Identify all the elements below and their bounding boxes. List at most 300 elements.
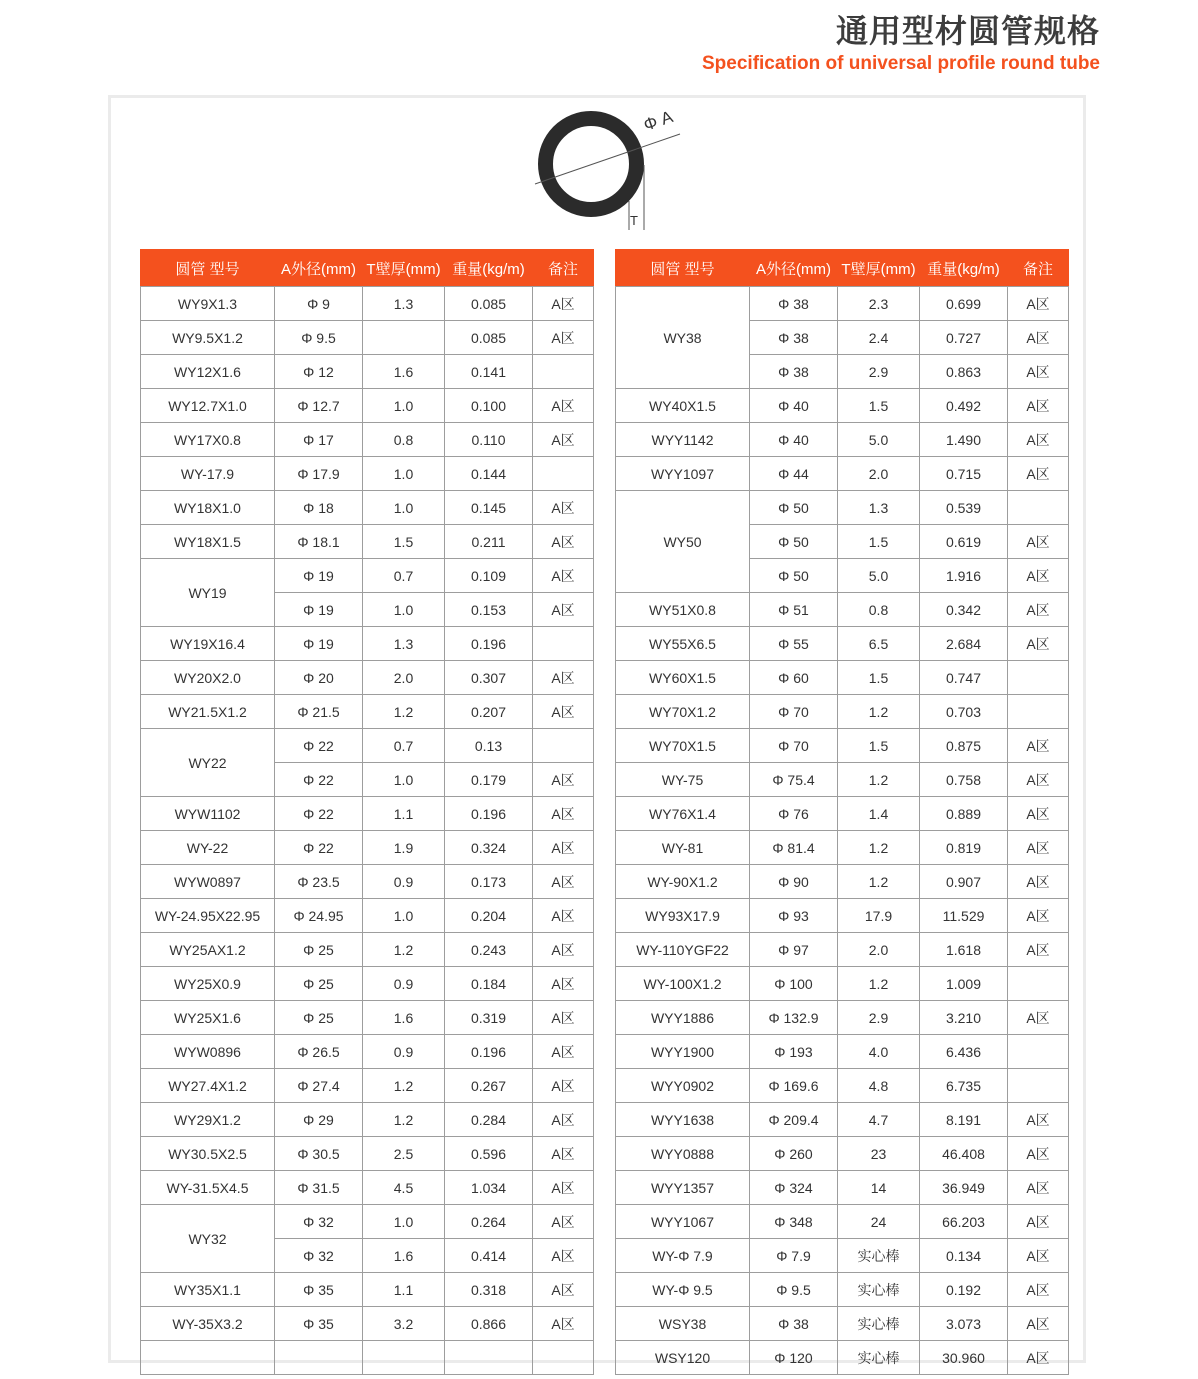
column-header: 备注: [533, 250, 594, 287]
weight-cell: 0.747: [920, 661, 1008, 695]
model-cell: WY51X0.8: [616, 593, 750, 627]
remark-cell: A区: [1008, 355, 1069, 389]
outer-diameter-cell: Φ 29: [275, 1103, 363, 1137]
weight-cell: 1.490: [920, 423, 1008, 457]
outer-diameter-cell: Φ 51: [750, 593, 838, 627]
table-row: [141, 865, 594, 899]
outer-diameter-cell: Φ 90: [750, 865, 838, 899]
remark-cell: A区: [533, 865, 594, 899]
weight-cell: 11.529: [920, 899, 1008, 933]
wall-thickness-cell: [363, 1341, 445, 1375]
table-row: [141, 695, 594, 729]
wall-thickness-cell: 1.6: [363, 1239, 445, 1273]
weight-cell: 0.727: [920, 321, 1008, 355]
outer-diameter-cell: Φ 9.5: [750, 1273, 838, 1307]
remark-cell: A区: [533, 695, 594, 729]
remark-cell: A区: [1008, 1001, 1069, 1035]
outer-diameter-cell: Φ 17: [275, 423, 363, 457]
wall-thickness-cell: 1.1: [363, 1273, 445, 1307]
weight-cell: 0.907: [920, 865, 1008, 899]
table-row: [141, 1069, 594, 1103]
outer-diameter-cell: Φ 348: [750, 1205, 838, 1239]
outer-diameter-cell: Φ 100: [750, 967, 838, 1001]
remark-cell: A区: [533, 321, 594, 355]
outer-diameter-cell: Φ 50: [750, 559, 838, 593]
table-row: [141, 661, 594, 695]
table-row: [616, 1307, 1069, 1341]
model-cell: WY-100X1.2: [616, 967, 750, 1001]
weight-cell: 6.735: [920, 1069, 1008, 1103]
weight-cell: 0.173: [445, 865, 533, 899]
table-row: [141, 559, 594, 593]
remark-cell: [533, 1341, 594, 1375]
wall-thickness-cell: 1.0: [363, 899, 445, 933]
model-cell: WY20X2.0: [141, 661, 275, 695]
table-row: [141, 899, 594, 933]
weight-cell: 0.284: [445, 1103, 533, 1137]
outer-diameter-cell: Φ 169.6: [750, 1069, 838, 1103]
header-row: [141, 250, 594, 287]
outer-diameter-cell: Φ 21.5: [275, 695, 363, 729]
wall-thickness-cell: 0.9: [363, 1035, 445, 1069]
weight-cell: 0.192: [920, 1273, 1008, 1307]
model-cell: WY50: [616, 491, 750, 593]
remark-cell: A区: [1008, 831, 1069, 865]
model-cell: WY32: [141, 1205, 275, 1273]
model-cell: WY-110YGF22: [616, 933, 750, 967]
outer-diameter-cell: Φ 22: [275, 763, 363, 797]
weight-cell: 0.758: [920, 763, 1008, 797]
wall-thickness-cell: 0.7: [363, 729, 445, 763]
page-title-block: [702, 12, 1100, 75]
wall-thickness-cell: 1.3: [838, 491, 920, 525]
remark-cell: [533, 729, 594, 763]
remark-cell: A区: [1008, 321, 1069, 355]
model-cell: WY12X1.6: [141, 355, 275, 389]
outer-diameter-cell: [275, 1341, 363, 1375]
model-cell: WSY120: [616, 1341, 750, 1375]
wall-thickness-cell: 1.0: [363, 1205, 445, 1239]
outer-diameter-cell: Φ 324: [750, 1171, 838, 1205]
wall-thickness-cell: 1.2: [838, 695, 920, 729]
wall-thickness-cell: 0.9: [363, 865, 445, 899]
table-row: [141, 423, 594, 457]
wall-thickness-cell: 2.0: [838, 933, 920, 967]
outer-diameter-cell: Φ 38: [750, 321, 838, 355]
model-cell: WY25X1.6: [141, 1001, 275, 1035]
column-header: A外径(mm): [750, 250, 838, 287]
weight-cell: 0.875: [920, 729, 1008, 763]
wall-thickness-cell: 3.2: [363, 1307, 445, 1341]
weight-cell: 0.319: [445, 1001, 533, 1035]
model-cell: WY76X1.4: [616, 797, 750, 831]
weight-cell: 36.949: [920, 1171, 1008, 1205]
table-row: [616, 695, 1069, 729]
model-cell: WYY1097: [616, 457, 750, 491]
outer-diameter-cell: Φ 44: [750, 457, 838, 491]
table-row: [616, 1239, 1069, 1273]
column-header: A外径(mm): [275, 250, 363, 287]
remark-cell: A区: [1008, 389, 1069, 423]
remark-cell: A区: [1008, 525, 1069, 559]
model-cell: WYW0897: [141, 865, 275, 899]
model-cell: WY-35X3.2: [141, 1307, 275, 1341]
weight-cell: 8.191: [920, 1103, 1008, 1137]
model-cell: WYW0896: [141, 1035, 275, 1069]
weight-cell: 0.703: [920, 695, 1008, 729]
table-row: [616, 865, 1069, 899]
outer-diameter-cell: Φ 38: [750, 355, 838, 389]
tube-cross-section-diagram: [458, 101, 708, 241]
weight-cell: 0.539: [920, 491, 1008, 525]
wall-thickness-cell: 1.3: [363, 287, 445, 321]
remark-cell: A区: [1008, 865, 1069, 899]
wall-thickness-cell: 2.5: [363, 1137, 445, 1171]
weight-cell: 0.307: [445, 661, 533, 695]
remark-cell: A区: [1008, 1205, 1069, 1239]
header-row: [616, 250, 1069, 287]
wall-thickness-cell: 2.0: [838, 457, 920, 491]
page-subtitle: Specification of universal profile round tube: [702, 53, 1100, 75]
table-row: [141, 933, 594, 967]
weight-cell: 46.408: [920, 1137, 1008, 1171]
model-cell: WYW1102: [141, 797, 275, 831]
wall-thickness-cell: 1.3: [363, 627, 445, 661]
remark-cell: A区: [533, 1205, 594, 1239]
outer-diameter-cell: Φ 97: [750, 933, 838, 967]
model-cell: WY-75: [616, 763, 750, 797]
remark-cell: A区: [1008, 1239, 1069, 1273]
remark-cell: A区: [1008, 457, 1069, 491]
wall-thickness-cell: 1.5: [838, 729, 920, 763]
remark-cell: [1008, 1035, 1069, 1069]
outer-diameter-cell: Φ 27.4: [275, 1069, 363, 1103]
table-row: [616, 491, 1069, 525]
remark-cell: A区: [1008, 729, 1069, 763]
thickness-label: T: [630, 213, 638, 228]
table-row: [616, 1205, 1069, 1239]
wall-thickness-cell: 1.5: [838, 389, 920, 423]
model-cell: WY-31.5X4.5: [141, 1171, 275, 1205]
weight-cell: 1.618: [920, 933, 1008, 967]
weight-cell: 0.110: [445, 423, 533, 457]
table-row: [616, 729, 1069, 763]
outer-diameter-cell: Φ 30.5: [275, 1137, 363, 1171]
table-row: [616, 661, 1069, 695]
model-cell: WY19: [141, 559, 275, 627]
table-row: [141, 967, 594, 1001]
remark-cell: A区: [1008, 287, 1069, 321]
model-cell: WY30.5X2.5: [141, 1137, 275, 1171]
model-cell: WY12.7X1.0: [141, 389, 275, 423]
weight-cell: 3.073: [920, 1307, 1008, 1341]
weight-cell: 0.085: [445, 321, 533, 355]
wall-thickness-cell: 1.6: [363, 355, 445, 389]
wall-thickness-cell: 2.9: [838, 355, 920, 389]
model-cell: WY21.5X1.2: [141, 695, 275, 729]
model-cell: WY35X1.1: [141, 1273, 275, 1307]
remark-cell: A区: [533, 831, 594, 865]
weight-cell: 0.134: [920, 1239, 1008, 1273]
weight-cell: 3.210: [920, 1001, 1008, 1035]
remark-cell: A区: [533, 661, 594, 695]
weight-cell: 0.889: [920, 797, 1008, 831]
remark-cell: A区: [1008, 797, 1069, 831]
weight-cell: 0.211: [445, 525, 533, 559]
wall-thickness-cell: 2.4: [838, 321, 920, 355]
wall-thickness-cell: 1.2: [363, 695, 445, 729]
outer-diameter-cell: Φ 9: [275, 287, 363, 321]
outer-diameter-cell: Φ 40: [750, 423, 838, 457]
wall-thickness-cell: 1.2: [363, 1069, 445, 1103]
wall-thickness-cell: 实心棒: [838, 1307, 920, 1341]
weight-cell: 0.196: [445, 1035, 533, 1069]
table-row: [141, 491, 594, 525]
wall-thickness-cell: 4.7: [838, 1103, 920, 1137]
outer-diameter-cell: Φ 18: [275, 491, 363, 525]
wall-thickness-cell: 1.5: [838, 525, 920, 559]
model-cell: WYY1900: [616, 1035, 750, 1069]
weight-cell: 1.009: [920, 967, 1008, 1001]
table-row: [616, 287, 1069, 321]
outer-diameter-cell: Φ 26.5: [275, 1035, 363, 1069]
table-row: [141, 729, 594, 763]
weight-cell: 66.203: [920, 1205, 1008, 1239]
remark-cell: A区: [533, 1035, 594, 1069]
outer-diameter-cell: Φ 23.5: [275, 865, 363, 899]
outer-diameter-cell: Φ 70: [750, 729, 838, 763]
weight-cell: 0.492: [920, 389, 1008, 423]
wall-thickness-cell: 1.1: [363, 797, 445, 831]
model-cell: WY93X17.9: [616, 899, 750, 933]
outer-diameter-cell: Φ 24.95: [275, 899, 363, 933]
outer-diameter-cell: Φ 35: [275, 1273, 363, 1307]
wall-thickness-cell: 17.9: [838, 899, 920, 933]
weight-cell: 6.436: [920, 1035, 1008, 1069]
remark-cell: A区: [533, 287, 594, 321]
wall-thickness-cell: 1.2: [363, 1103, 445, 1137]
wall-thickness-cell: 1.0: [363, 457, 445, 491]
table-row: [616, 1341, 1069, 1375]
model-cell: WYY1067: [616, 1205, 750, 1239]
remark-cell: A区: [1008, 423, 1069, 457]
wall-thickness-cell: 1.5: [363, 525, 445, 559]
remark-cell: A区: [533, 593, 594, 627]
wall-thickness-cell: 1.2: [838, 967, 920, 1001]
weight-cell: 0.619: [920, 525, 1008, 559]
weight-cell: 0.866: [445, 1307, 533, 1341]
wall-thickness-cell: 0.7: [363, 559, 445, 593]
remark-cell: A区: [533, 1171, 594, 1205]
wall-thickness-cell: 24: [838, 1205, 920, 1239]
weight-cell: 0.207: [445, 695, 533, 729]
outer-diameter-cell: Φ 50: [750, 491, 838, 525]
diameter-label: Φ A: [641, 107, 676, 135]
weight-cell: 0.196: [445, 797, 533, 831]
remark-cell: [1008, 661, 1069, 695]
outer-diameter-cell: Φ 32: [275, 1239, 363, 1273]
table-row: [616, 423, 1069, 457]
remark-cell: [533, 355, 594, 389]
table-row: [616, 627, 1069, 661]
remark-cell: A区: [533, 797, 594, 831]
model-cell: WY-Φ 7.9: [616, 1239, 750, 1273]
remark-cell: A区: [533, 559, 594, 593]
remark-cell: A区: [533, 491, 594, 525]
wall-thickness-cell: 实心棒: [838, 1341, 920, 1375]
content-panel: [108, 95, 1086, 1366]
wall-thickness-cell: 1.4: [838, 797, 920, 831]
weight-cell: 0.145: [445, 491, 533, 525]
remark-cell: A区: [1008, 933, 1069, 967]
remark-cell: A区: [533, 1307, 594, 1341]
table-row: [141, 1171, 594, 1205]
page-title: 通用型材圆管规格: [835, 13, 1100, 49]
outer-diameter-cell: Φ 19: [275, 627, 363, 661]
wall-thickness-cell: 4.8: [838, 1069, 920, 1103]
outer-diameter-cell: Φ 17.9: [275, 457, 363, 491]
table-row: [141, 1103, 594, 1137]
wall-thickness-cell: [363, 321, 445, 355]
weight-cell: 0.243: [445, 933, 533, 967]
model-cell: WY-24.95X22.95: [141, 899, 275, 933]
column-header: 重量(kg/m): [445, 250, 533, 287]
table-row: [141, 1001, 594, 1035]
model-cell: WSY38: [616, 1307, 750, 1341]
outer-diameter-cell: Φ 50: [750, 525, 838, 559]
table-row: [141, 287, 594, 321]
outer-diameter-cell: Φ 193: [750, 1035, 838, 1069]
weight-cell: 0.264: [445, 1205, 533, 1239]
outer-diameter-cell: Φ 40: [750, 389, 838, 423]
table-row: [616, 1035, 1069, 1069]
outer-diameter-cell: Φ 260: [750, 1137, 838, 1171]
wall-thickness-cell: 1.2: [838, 831, 920, 865]
model-cell: WY-22: [141, 831, 275, 865]
model-cell: WY19X16.4: [141, 627, 275, 661]
weight-cell: 0.085: [445, 287, 533, 321]
outer-diameter-cell: Φ 9.5: [275, 321, 363, 355]
weight-cell: 1.034: [445, 1171, 533, 1205]
outer-diameter-cell: Φ 76: [750, 797, 838, 831]
remark-cell: A区: [1008, 1307, 1069, 1341]
model-cell: WYY0888: [616, 1137, 750, 1171]
remark-cell: A区: [533, 1069, 594, 1103]
weight-cell: 1.916: [920, 559, 1008, 593]
wall-thickness-cell: 14: [838, 1171, 920, 1205]
outer-diameter-cell: Φ 19: [275, 593, 363, 627]
table-row: [616, 763, 1069, 797]
remark-cell: A区: [1008, 899, 1069, 933]
remark-cell: [533, 457, 594, 491]
model-cell: WY25X0.9: [141, 967, 275, 1001]
weight-cell: 0.819: [920, 831, 1008, 865]
outer-diameter-cell: Φ 75.4: [750, 763, 838, 797]
remark-cell: A区: [533, 1103, 594, 1137]
weight-cell: 0.414: [445, 1239, 533, 1273]
outer-diameter-cell: Φ 55: [750, 627, 838, 661]
column-header: 备注: [1008, 250, 1069, 287]
outer-diameter-cell: Φ 81.4: [750, 831, 838, 865]
outer-diameter-cell: Φ 60: [750, 661, 838, 695]
table-row: [616, 457, 1069, 491]
outer-diameter-cell: Φ 25: [275, 933, 363, 967]
outer-diameter-cell: Φ 22: [275, 797, 363, 831]
table-row: [141, 321, 594, 355]
outer-diameter-cell: Φ 12.7: [275, 389, 363, 423]
table-row: [141, 1307, 594, 1341]
outer-diameter-cell: Φ 25: [275, 1001, 363, 1035]
remark-cell: [1008, 695, 1069, 729]
remark-cell: [1008, 967, 1069, 1001]
remark-cell: A区: [1008, 763, 1069, 797]
wall-thickness-cell: 1.0: [363, 389, 445, 423]
model-cell: WY60X1.5: [616, 661, 750, 695]
tube-ring-icon: [546, 119, 637, 210]
weight-cell: 0.184: [445, 967, 533, 1001]
model-cell: WY18X1.5: [141, 525, 275, 559]
outer-diameter-cell: Φ 19: [275, 559, 363, 593]
table-row: [141, 1273, 594, 1307]
wall-thickness-cell: 1.2: [838, 763, 920, 797]
outer-diameter-cell: Φ 93: [750, 899, 838, 933]
outer-diameter-cell: Φ 70: [750, 695, 838, 729]
wall-thickness-cell: 23: [838, 1137, 920, 1171]
table-row: [141, 1137, 594, 1171]
wall-thickness-cell: 1.2: [363, 933, 445, 967]
remark-cell: A区: [533, 1239, 594, 1273]
wall-thickness-cell: 1.6: [363, 1001, 445, 1035]
outer-diameter-cell: Φ 18.1: [275, 525, 363, 559]
wall-thickness-cell: 1.2: [838, 865, 920, 899]
model-cell: WY27.4X1.2: [141, 1069, 275, 1103]
remark-cell: A区: [1008, 1103, 1069, 1137]
wall-thickness-cell: 0.9: [363, 967, 445, 1001]
model-cell: WY-Φ 9.5: [616, 1273, 750, 1307]
model-cell: WYY1357: [616, 1171, 750, 1205]
weight-cell: 0.100: [445, 389, 533, 423]
wall-thickness-cell: 实心棒: [838, 1273, 920, 1307]
outer-diameter-cell: Φ 38: [750, 287, 838, 321]
model-cell: WY29X1.2: [141, 1103, 275, 1137]
remark-cell: A区: [533, 933, 594, 967]
outer-diameter-cell: Φ 132.9: [750, 1001, 838, 1035]
remark-cell: A区: [533, 1273, 594, 1307]
outer-diameter-cell: Φ 32: [275, 1205, 363, 1239]
table-row: [616, 967, 1069, 1001]
outer-diameter-cell: Φ 22: [275, 729, 363, 763]
weight-cell: [445, 1341, 533, 1375]
remark-cell: A区: [1008, 1137, 1069, 1171]
weight-cell: 0.324: [445, 831, 533, 865]
remark-cell: A区: [533, 525, 594, 559]
remark-cell: [533, 627, 594, 661]
table-row: [141, 797, 594, 831]
model-cell: WY9.5X1.2: [141, 321, 275, 355]
model-cell: WY40X1.5: [616, 389, 750, 423]
table-row: [616, 389, 1069, 423]
spec-table-right: [615, 249, 1069, 1375]
wall-thickness-cell: 0.8: [838, 593, 920, 627]
weight-cell: 0.153: [445, 593, 533, 627]
table-row: [141, 1341, 594, 1375]
column-header: T壁厚(mm): [838, 250, 920, 287]
weight-cell: 0.196: [445, 627, 533, 661]
wall-thickness-cell: 1.0: [363, 491, 445, 525]
table-row: [616, 1171, 1069, 1205]
model-cell: WY70X1.2: [616, 695, 750, 729]
wall-thickness-cell: 4.0: [838, 1035, 920, 1069]
